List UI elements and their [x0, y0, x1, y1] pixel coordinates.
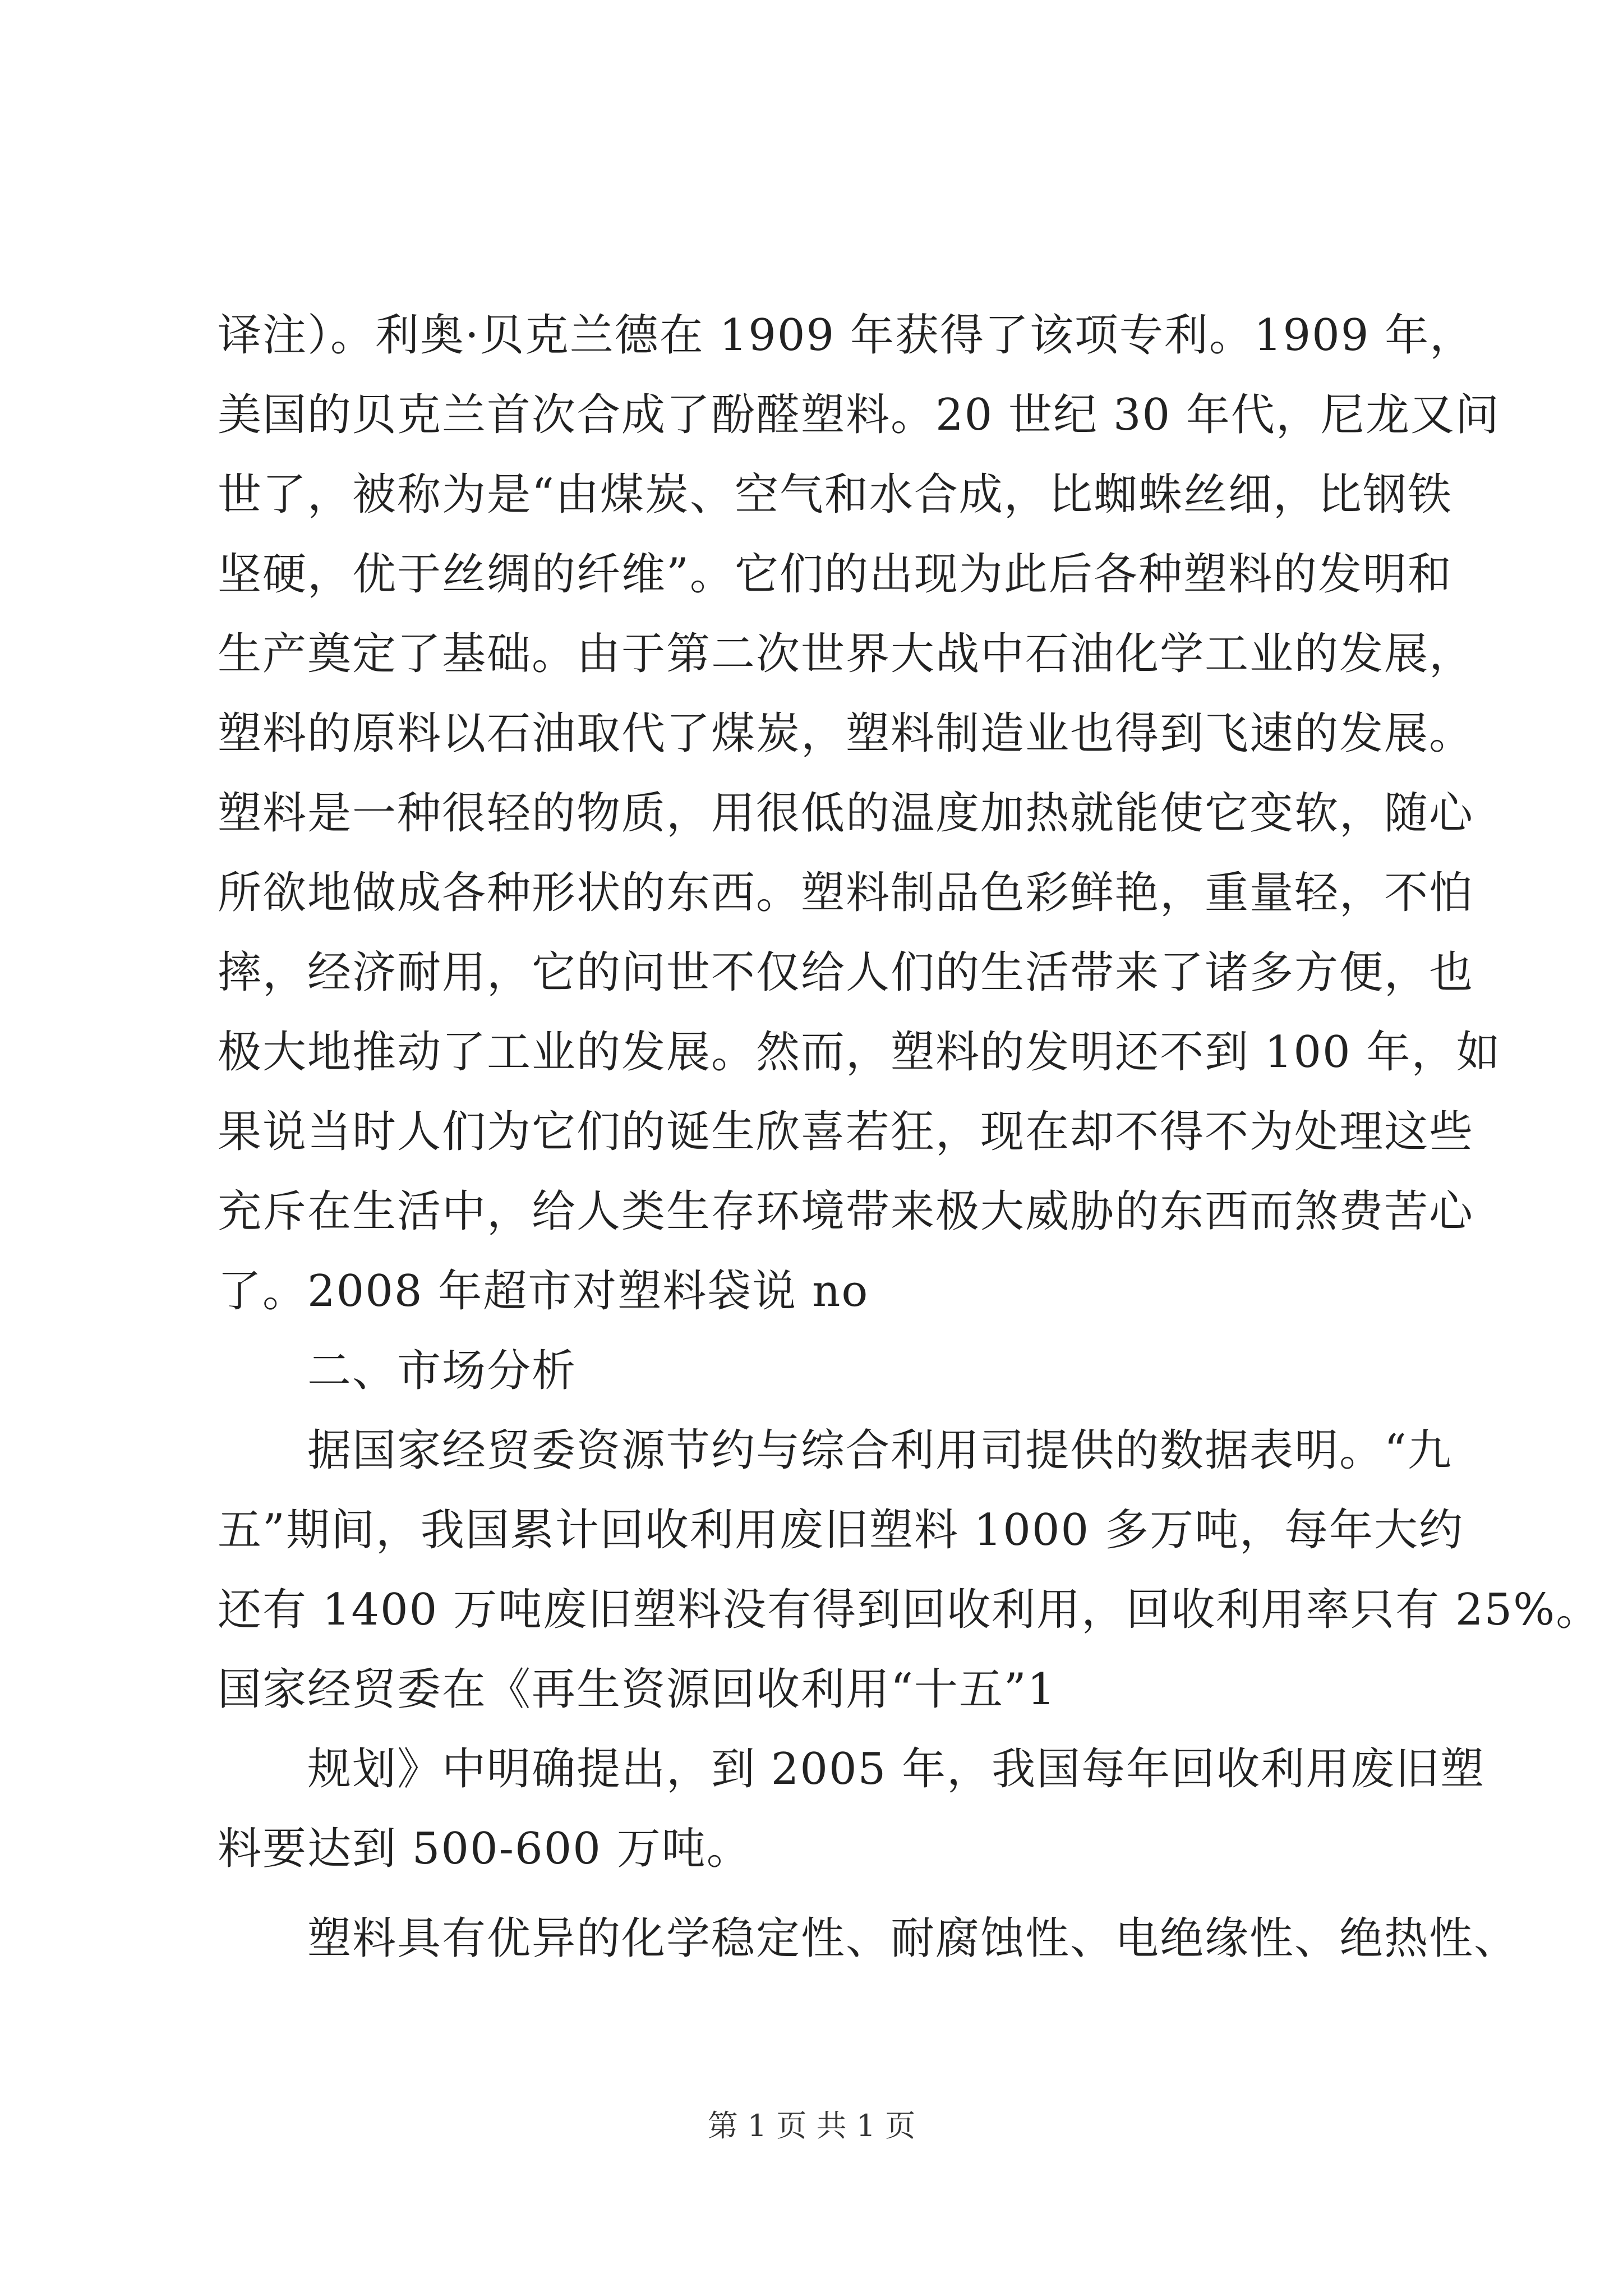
body-text-line: 世了，被称为是“由煤炭、空气和水合成，比蜘蛛丝细，比钢铁 — [218, 470, 1453, 520]
body-text-line: 五”期间，我国累计回收利用废旧塑料 1000 多万吨，每年大约 — [218, 1505, 1464, 1556]
body-text-line: 国家经贸委在《再生资源回收利用“十五”1 — [218, 1664, 1057, 1715]
body-text-line: 塑料是一种很轻的物质，用很低的温度加热就能使它变软，随心 — [218, 788, 1474, 839]
body-text-line: 生产奠定了基础。由于第二次世界大战中石油化学工业的发展， — [218, 629, 1474, 679]
body-text-line: 所欲地做成各种形状的东西。塑料制品色彩鲜艳，重量轻，不怕 — [218, 868, 1474, 918]
body-text-line: 塑料的原料以石油取代了煤炭，塑料制造业也得到飞速的发展。 — [218, 708, 1474, 759]
body-text-line: 据国家经贸委资源节约与综合利用司提供的数据表明。“九 — [307, 1425, 1453, 1476]
body-text-line: 充斥在生活中，给人类生存环境带来极大威胁的东西而煞费苦心 — [218, 1186, 1474, 1237]
body-text-line: 了。2008 年超市对塑料袋说 no — [218, 1266, 869, 1317]
section-heading: 二、市场分析 — [307, 1346, 577, 1396]
body-text-line: 极大地推动了工业的发展。然而，塑料的发明还不到 100 年，如 — [218, 1027, 1501, 1078]
body-text-line: 塑料具有优异的化学稳定性、耐腐蚀性、电绝缘性、绝热性、 — [307, 1913, 1519, 1964]
body-text-line: 规划》中明确提出，到 2005 年，我国每年回收利用废旧塑 — [307, 1744, 1486, 1795]
body-text-line: 料要达到 500-600 万吨。 — [218, 1824, 751, 1874]
body-text-line: 果说当时人们为它们的诞生欣喜若狂，现在却不得不为处理这些 — [218, 1107, 1474, 1157]
body-text-line: 还有 1400 万吨废旧塑料没有得到回收利用，回收利用率只有 25%。 — [218, 1585, 1601, 1635]
body-text-line: 坚硬，优于丝绸的纤维”。它们的出现为此后各种塑料的发明和 — [218, 549, 1453, 600]
body-text-line: 美国的贝克兰首次合成了酚醛塑料。20 世纪 30 年代，尼龙又问 — [218, 390, 1500, 440]
body-text-line: 译注）。利奥·贝克兰德在 1909 年获得了该项专利。1909 年， — [218, 310, 1475, 361]
body-text-line: 摔，经济耐用，它的问世不仅给人们的生活带来了诸多方便，也 — [218, 947, 1474, 998]
page-footer: 第 1 页 共 1 页 — [707, 2108, 916, 2143]
